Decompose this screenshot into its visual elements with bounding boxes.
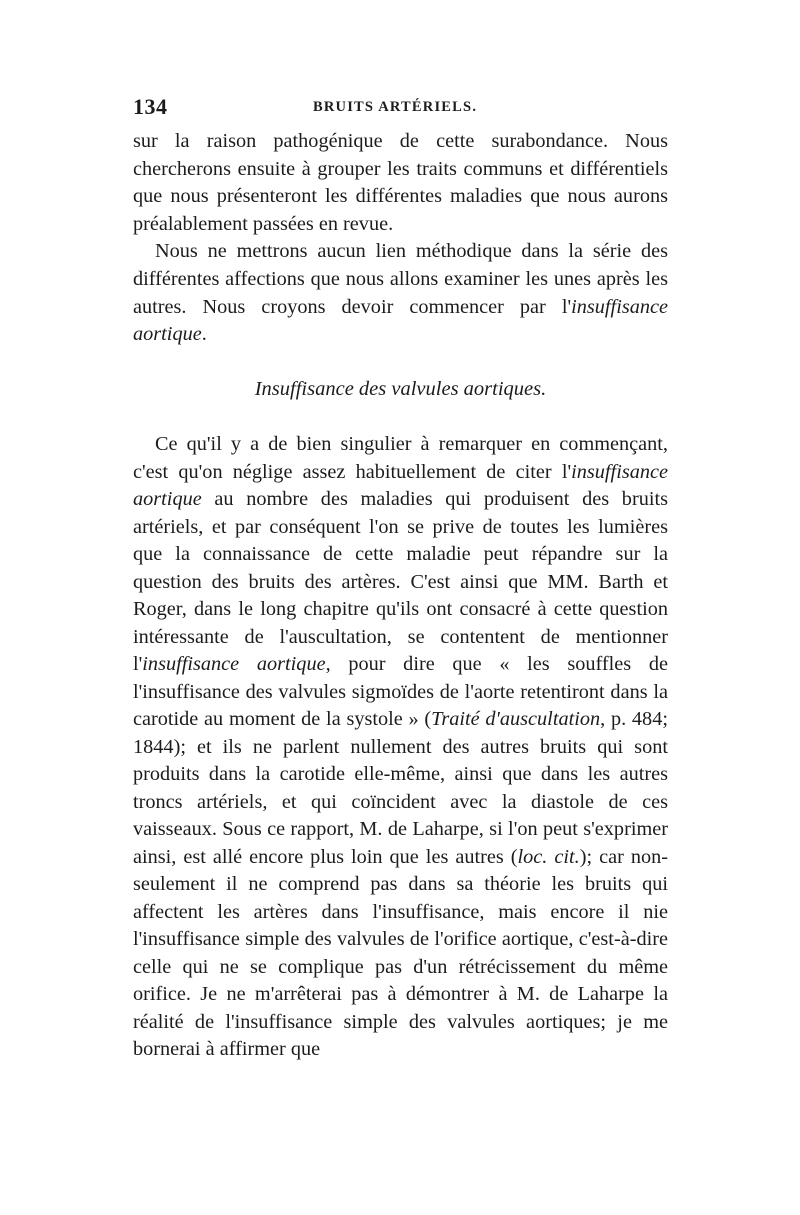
paragraph-main [133,431,668,1064]
section-title: Insuffisance des valvules aortiques. [254,377,547,400]
body-text [133,128,668,1064]
paragraph-method-emphasis: insuffisance aortique [133,295,668,346]
running-head: BRUITS ARTÉRIELS. [313,99,478,115]
main-text-3: , pour dire que « les souffles de l'insuffisance des valvules sigmoïdes de l'aorte retentiront dans la carotide au moment de la systole » ( [133,653,668,731]
paragraph-method-text: Nous ne mettrons aucun lien méthodique dans la série des différentes affections que nous allons examiner les unes après les autres. Nous croyons devoir commencer par l' [133,240,668,318]
main-text-5: ); car non-seulement il ne comprend pas dans sa théorie les bruits qui affectent les artères dans l'insuffisance, mais encore il nie l'insuffisance simple des valvules de l'orifice aortique, c'est-à-dire celle qui ne se complique pas d'un rétrécissement du même orifice. Je ne m'arrêterai pas à démontrer à M. de Laharpe la réalité de l'insuffisance simple des valvules aortiques; je me bornerai à affirmer que [133,845,668,1061]
page-header [133,94,668,124]
main-emphasis-3: Traité d'auscultation [431,708,601,731]
main-emphasis-4: loc. cit. [517,845,580,868]
main-text-4: , p. 484; 1844); et ils ne parlent nullement des autres bruits qui sont produits dans la carotide elle-même, ainsi que dans les autres troncs artériels, et qui coïncident avec la diastole de ces vaisseaux. Sous ce rapport, M. de Laharpe, si l'on peut s'exprimer ainsi, est allé encore plus loin que les autres ( [133,708,668,868]
page-number: 134 [133,94,168,119]
paragraph-method-end: . [201,323,207,346]
main-text-2: au nombre des maladies qui produisent des bruits artériels, et par conséquent l'on se prive de toutes les lumières que la connaissance de cette maladie peut répandre sur la question des bruits des artères. C'est ainsi que MM. Barth et Roger, dans le long chapitre qu'ils ont consacré à cette question intéressante de l'auscultation, se contentent de mentionner l' [133,488,668,676]
paragraph-continuation: sur la raison pathogénique de cette surabondance. Nous chercherons ensuite à grouper les traits communs et différentiels que nous présenteront les différentes maladies que nous aurons préalablement passées en revue. [133,130,668,235]
paragraph-method [133,238,668,348]
main-emphasis-2: insuffisance aortique [142,653,326,676]
main-text-1: Ce qu'il y a de bien singulier à remarquer en commençant, c'est qu'on néglige assez habituellement de citer l' [133,433,668,483]
main-emphasis-1: insuffisance aortique [133,460,668,511]
